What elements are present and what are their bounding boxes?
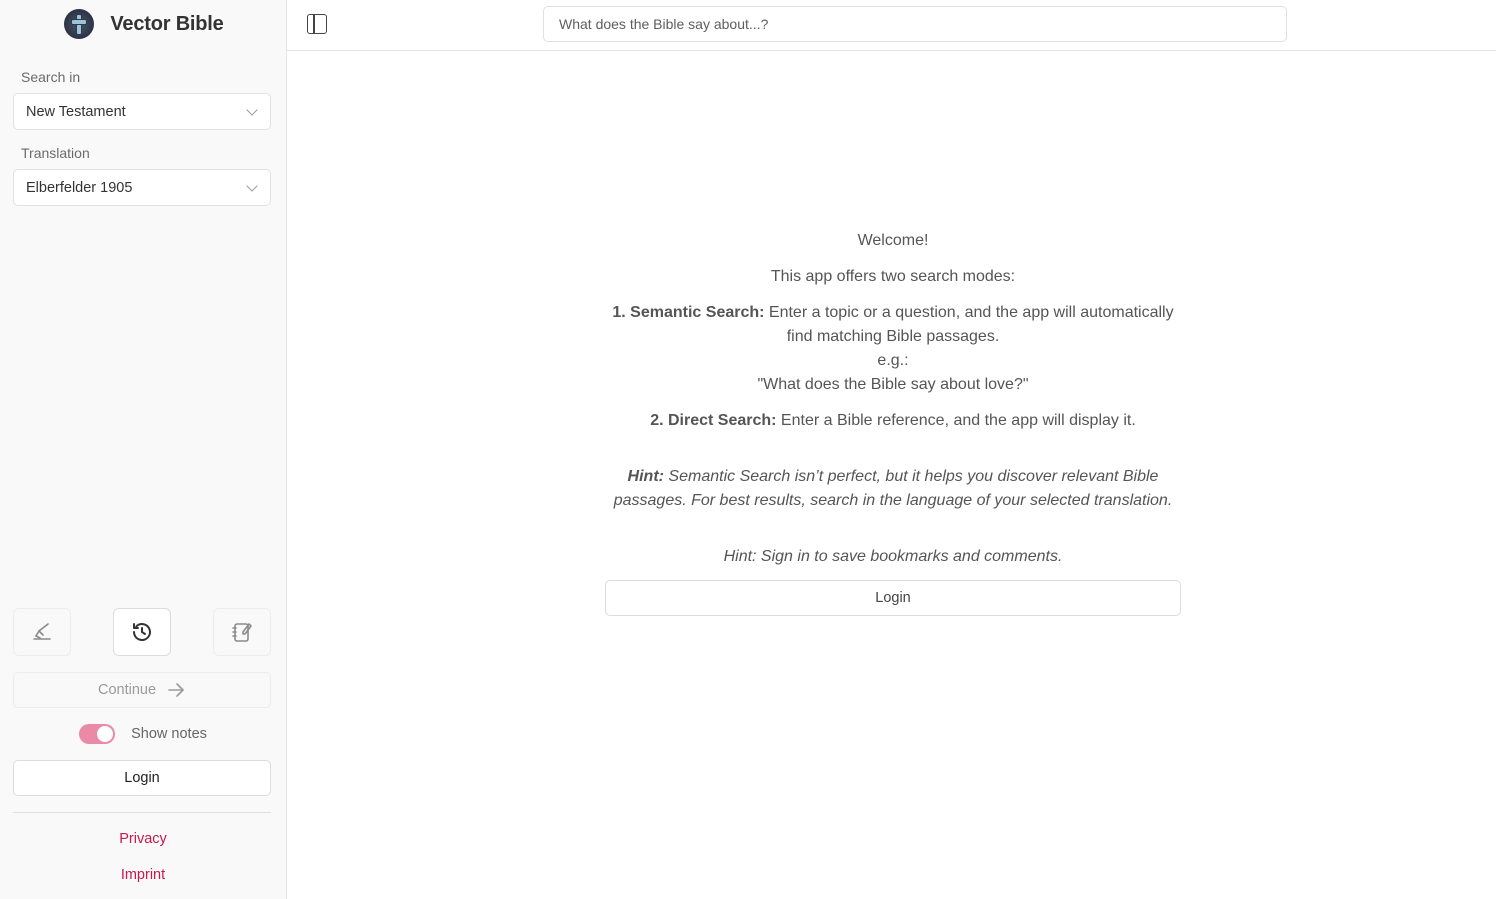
mode1-title: 1. Semantic Search: — [612, 304, 765, 321]
mode2-title: 2. Direct Search: — [650, 412, 777, 429]
welcome-intro: This app offers two search modes: — [770, 268, 1016, 285]
sidebar-toggle-icon[interactable] — [307, 14, 327, 34]
history-button[interactable] — [113, 608, 171, 656]
imprint-link[interactable]: Imprint — [120, 867, 166, 883]
privacy-link[interactable]: Privacy — [119, 831, 167, 847]
search-in-value: New Testament — [26, 103, 126, 120]
example-query: "What does the Bible say about love?" — [757, 376, 1029, 393]
arrow-right-icon — [166, 680, 186, 700]
topbar — [287, 0, 1496, 51]
mode2-description: 2. Direct Search: Enter a Bible reference, and the app will display it. — [650, 412, 1136, 429]
sidebar-bottom — [0, 608, 286, 885]
chevron-down-icon — [246, 180, 257, 191]
translation-select[interactable] — [13, 169, 271, 206]
footer-links — [0, 813, 286, 885]
welcome-panel — [605, 229, 1181, 616]
chevron-down-icon — [246, 104, 257, 115]
signin-hint: Hint: Sign in to save bookmarks and comments. — [723, 548, 1063, 565]
notes-button[interactable] — [213, 608, 271, 656]
app-title: Vector Bible — [110, 12, 224, 35]
semantic-hint: Hint: Semantic Search isn’t perfect, but it helps you discover relevant Bible passages. For best results, search in the language of your selected translation. — [613, 468, 1173, 509]
search-input[interactable] — [543, 6, 1287, 42]
hint-title: Hint: — [627, 468, 664, 485]
welcome-greeting: Welcome! — [857, 232, 929, 249]
show-notes-toggle[interactable] — [79, 724, 115, 744]
history-icon — [130, 620, 154, 644]
mode1-description: 1. Semantic Search: Enter a topic or a question, and the app will automatically find matching Bible passages. — [612, 304, 1174, 345]
sidebar-login-button[interactable]: Login — [13, 760, 271, 796]
continue-button[interactable] — [13, 672, 271, 708]
main-content — [287, 0, 1496, 899]
example-label: e.g.: — [877, 352, 909, 369]
notebook-icon — [230, 620, 254, 644]
main-login-button[interactable]: Login — [605, 580, 1181, 616]
tool-buttons — [0, 608, 286, 656]
highlighter-button[interactable] — [13, 608, 71, 656]
show-notes-row — [0, 722, 286, 746]
search-in-label: Search in — [21, 69, 81, 85]
search-in-select[interactable] — [13, 93, 271, 130]
show-notes-label: Show notes — [131, 726, 207, 742]
cross-logo-icon — [64, 9, 94, 39]
continue-label: Continue — [97, 682, 157, 698]
sidebar — [0, 0, 287, 899]
translation-label: Translation — [21, 145, 90, 161]
brand — [0, 0, 286, 48]
translation-value: Elberfelder 1905 — [26, 179, 133, 196]
highlighter-icon — [30, 620, 54, 644]
